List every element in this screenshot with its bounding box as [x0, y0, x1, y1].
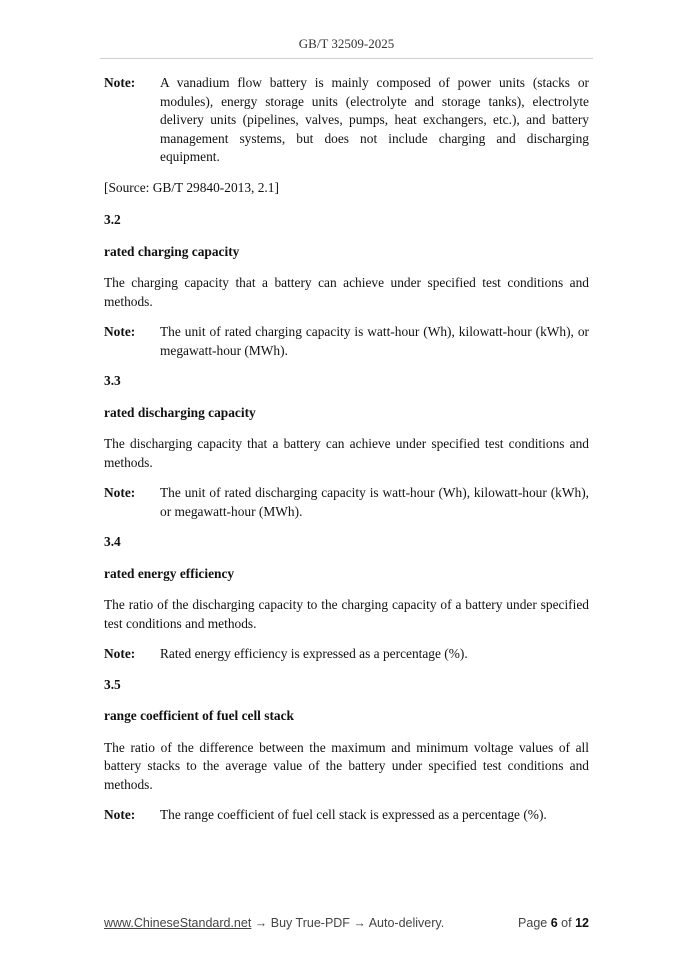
document-id-header: GB/T 32509-2025: [298, 36, 395, 51]
note-text: The unit of rated discharging capacity is watt-hour (Wh), kilowatt-hour (kWh), or megawatt-hour (MWh).: [160, 485, 589, 519]
term-definition: The ratio of the difference between the maximum and minimum voltage values of all battery stacks to the average value of the battery under specified test conditions and methods.: [104, 739, 589, 792]
page-content: [104, 74, 589, 837]
clause-number: 3.5: [104, 676, 121, 692]
note-text: A vanadium flow battery is mainly composed of power units (stacks or modules), energy storage units (electrolyte and storage tanks), electrolyte delivery units (pipelines, valves, pumps, heat exchangers, etc.), and battery management systems, but does not include charging and discharging equipment.: [160, 75, 589, 164]
term-note: [104, 645, 589, 664]
term-note: [104, 484, 589, 521]
clause-number: 3.3: [104, 373, 121, 388]
term-note: [104, 806, 589, 825]
note-label: Note:: [104, 485, 136, 500]
term-heading: rated charging capacity: [104, 243, 240, 259]
header-divider: [100, 58, 593, 59]
note-text: Rated energy efficiency is expressed as a percentage (%).: [160, 646, 468, 661]
page-indicator: [518, 916, 589, 930]
footer-promo: [104, 916, 444, 930]
page-footer: [104, 916, 589, 930]
term-definition: The charging capacity that a battery can achieve under specified test conditions and methods.: [104, 275, 589, 309]
current-page-number: 6: [550, 916, 558, 930]
note-label: Note:: [104, 324, 136, 339]
term-note: [104, 323, 589, 360]
intro-note: [104, 74, 589, 167]
note-label: Note:: [104, 807, 136, 822]
note-text: The unit of rated charging capacity is watt-hour (Wh), kilowatt-hour (kWh), or megawatt-hour (MWh).: [160, 324, 589, 358]
site-link[interactable]: www.ChineseStandard.net: [104, 916, 252, 930]
note-label: Note:: [104, 75, 136, 90]
clause-number: 3.4: [104, 534, 121, 549]
note-label: Note:: [104, 646, 136, 661]
of-word: of: [561, 916, 572, 930]
term-definition: The ratio of the discharging capacity to the charging capacity of a battery under specified test conditions and methods.: [104, 597, 589, 631]
clause-number: 3.2: [104, 212, 121, 227]
page-word: Page: [518, 916, 548, 930]
term-definition: The discharging capacity that a battery can achieve under specified test conditions and methods.: [104, 436, 589, 470]
term-heading: range coefficient of fuel cell stack: [104, 708, 295, 723]
term-heading: rated energy efficiency: [104, 565, 235, 581]
note-text: The range coefficient of fuel cell stack is expressed as a percentage (%).: [160, 807, 547, 822]
term-heading: rated discharging capacity: [104, 404, 256, 420]
total-pages-number: 12: [575, 916, 589, 930]
source-citation: [Source: GB/T 29840-2013, 2.1]: [104, 179, 279, 195]
footer-tagline: → Buy True-PDF → Auto-delivery.: [251, 916, 445, 930]
